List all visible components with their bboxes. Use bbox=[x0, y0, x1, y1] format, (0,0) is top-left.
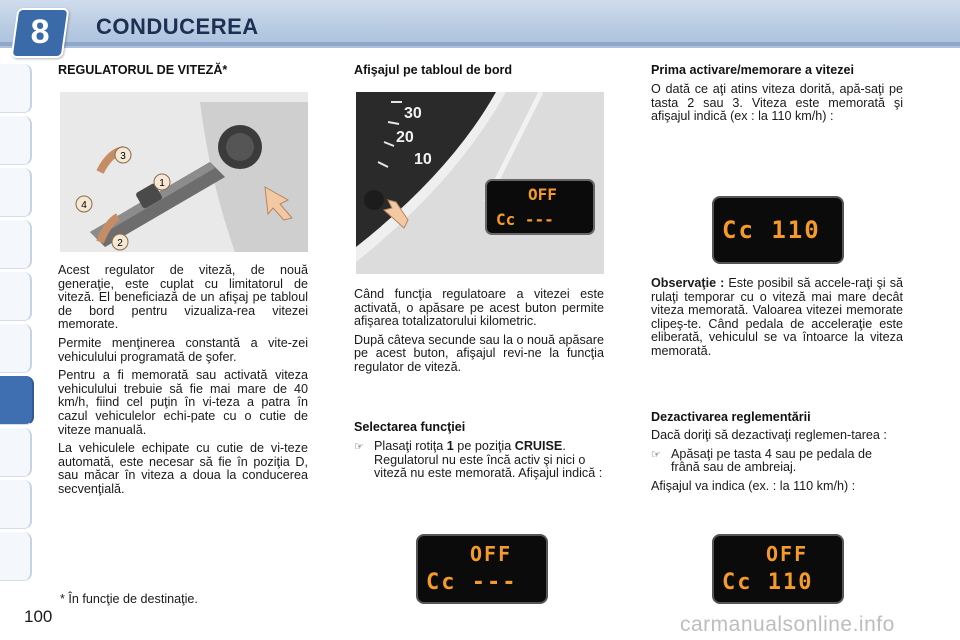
chapter-tab[interactable] bbox=[0, 324, 32, 373]
pointing-hand-icon: ☞ bbox=[354, 441, 364, 453]
chapter-tab[interactable] bbox=[0, 64, 32, 113]
paragraph: Permite menţinerea constantă a vite-zei vehiculului programată de şofer. bbox=[58, 335, 308, 364]
middle-body bbox=[354, 288, 604, 380]
paragraph: Pentru a fi memorată sau activată viteza vehiculului trebuie să fie mai mare de 40 km/h, fiind cel puţin în vi-teza a patra în cazul vehiculelor echi-pate cu o cutie de viteze manuală. bbox=[58, 368, 308, 437]
paragraph: La vehiculele echipate cu cutie de vi-teze automată, este necesar să fie în poziţia D, sau măcar în viteza a doua la conducerea secvenţială. bbox=[58, 441, 308, 496]
dashboard-illustration bbox=[356, 92, 604, 274]
bullet-text: Plasaţi rotiţa 1 pe poziţia CRUISE. Regulatorul nu este încă activ şi nici o viteză nu este memorată. Afişajul indică : bbox=[374, 439, 603, 481]
observation-block bbox=[651, 277, 903, 364]
paragraph: O dată ce aţi atins viteza dorită, apă-saţi pe tasta 2 sau 3. Viteza este memorată şi afişajul indică (ex : la 110 km/h) : bbox=[651, 82, 903, 124]
lcd-display-memorized bbox=[712, 196, 844, 264]
watermark: carmanualsonline.info bbox=[680, 613, 895, 636]
chapter-tab[interactable] bbox=[0, 272, 32, 321]
observation-text: Este posibil să accele-raţi şi să rulaţi temporar cu o viteză mai mare decât viteza memorată. Valoarea vitezei memorate clipeş-te. Când pedala de acceleraţie este eliberată, vehiculul se va întoarce la viteza memorată. bbox=[651, 276, 904, 358]
lcd-line1: OFF bbox=[470, 542, 513, 566]
paragraph: Când funcţia regulatoare a vitezei este activată, o apăsare pe acest buton permite afişarea totalizatorului kilometric. bbox=[354, 287, 604, 329]
chapter-tab[interactable] bbox=[0, 532, 32, 581]
section-title: REGULATORUL DE VITEZĂ* bbox=[58, 63, 228, 77]
observation-label: Observaţie : bbox=[651, 276, 729, 290]
chapter-tab[interactable] bbox=[0, 116, 32, 165]
paragraph: Dacă doriţi să dezactivaţi reglemen-tarea : bbox=[651, 428, 887, 442]
lcd-display-deactivated bbox=[712, 534, 844, 604]
instruction-bullet bbox=[354, 440, 604, 481]
subsection-title: Dezactivarea reglementării bbox=[651, 410, 811, 424]
footnote: * În funcţie de destinaţie. bbox=[60, 592, 198, 606]
chapter-tab[interactable] bbox=[0, 428, 32, 477]
chapter-tab-active[interactable] bbox=[0, 376, 34, 425]
chapter-badge bbox=[10, 8, 69, 58]
subsection-title: Selectarea funcţiei bbox=[354, 420, 466, 434]
lcd-line1: OFF bbox=[766, 542, 809, 566]
lcd-display-off bbox=[416, 534, 548, 604]
bullet-text: Apăsaţi pe tasta 4 sau pe pedala de frână sau de ambreiaj. bbox=[671, 446, 872, 475]
chapter-tab[interactable] bbox=[0, 480, 32, 529]
gauge-label-20: 20 bbox=[396, 129, 414, 146]
dash-lcd-line1: OFF bbox=[528, 185, 557, 204]
callout-2: 2 bbox=[117, 238, 123, 249]
right-body-bottom bbox=[651, 429, 903, 498]
callout-4: 4 bbox=[81, 200, 87, 211]
header-stripe bbox=[0, 42, 960, 46]
page-number: 100 bbox=[24, 607, 53, 626]
section-title-display: Afişajul pe tabloul de bord bbox=[354, 63, 513, 77]
chapter-title: CONDUCEREA bbox=[96, 14, 259, 39]
lcd-line2: Cc 110 bbox=[722, 570, 814, 595]
paragraph: Afişajul va indica (ex. : la 110 km/h) : bbox=[651, 478, 856, 493]
left-body bbox=[58, 264, 308, 502]
subsection-title: Prima activare/memorare a vitezei bbox=[651, 63, 855, 77]
gauge-label-10: 10 bbox=[414, 151, 432, 168]
paragraph: Acest regulator de viteză, de nouă generaţie, este cuplat cu limitatorul de viteză. El beneficiază de un afişaj pe tabloul de bord pentru vizualiza-rea vitezei memorate. bbox=[58, 263, 308, 332]
callout-3: 3 bbox=[120, 151, 126, 162]
paragraph: După câteva secunde sau la o nouă apăsare pe acest buton, afişajul revi-ne la funcţia regulator de viteză. bbox=[354, 332, 604, 374]
lcd-line2: Cc --- bbox=[426, 570, 518, 595]
instruction-bullet bbox=[651, 448, 903, 475]
gauge-label-30: 30 bbox=[404, 105, 422, 122]
chapter-tabs bbox=[0, 64, 34, 579]
callout-1: 1 bbox=[159, 178, 165, 189]
chapter-tab[interactable] bbox=[0, 220, 32, 269]
chapter-number: 8 bbox=[30, 13, 50, 51]
chapter-tab[interactable] bbox=[0, 168, 32, 217]
dash-lcd-line2: Cc --- bbox=[496, 210, 554, 229]
lcd-line1: Cc 110 bbox=[722, 216, 821, 244]
cruise-stalk-illustration bbox=[60, 92, 308, 252]
right-body-top bbox=[651, 83, 903, 129]
pointing-hand-icon: ☞ bbox=[651, 448, 661, 461]
